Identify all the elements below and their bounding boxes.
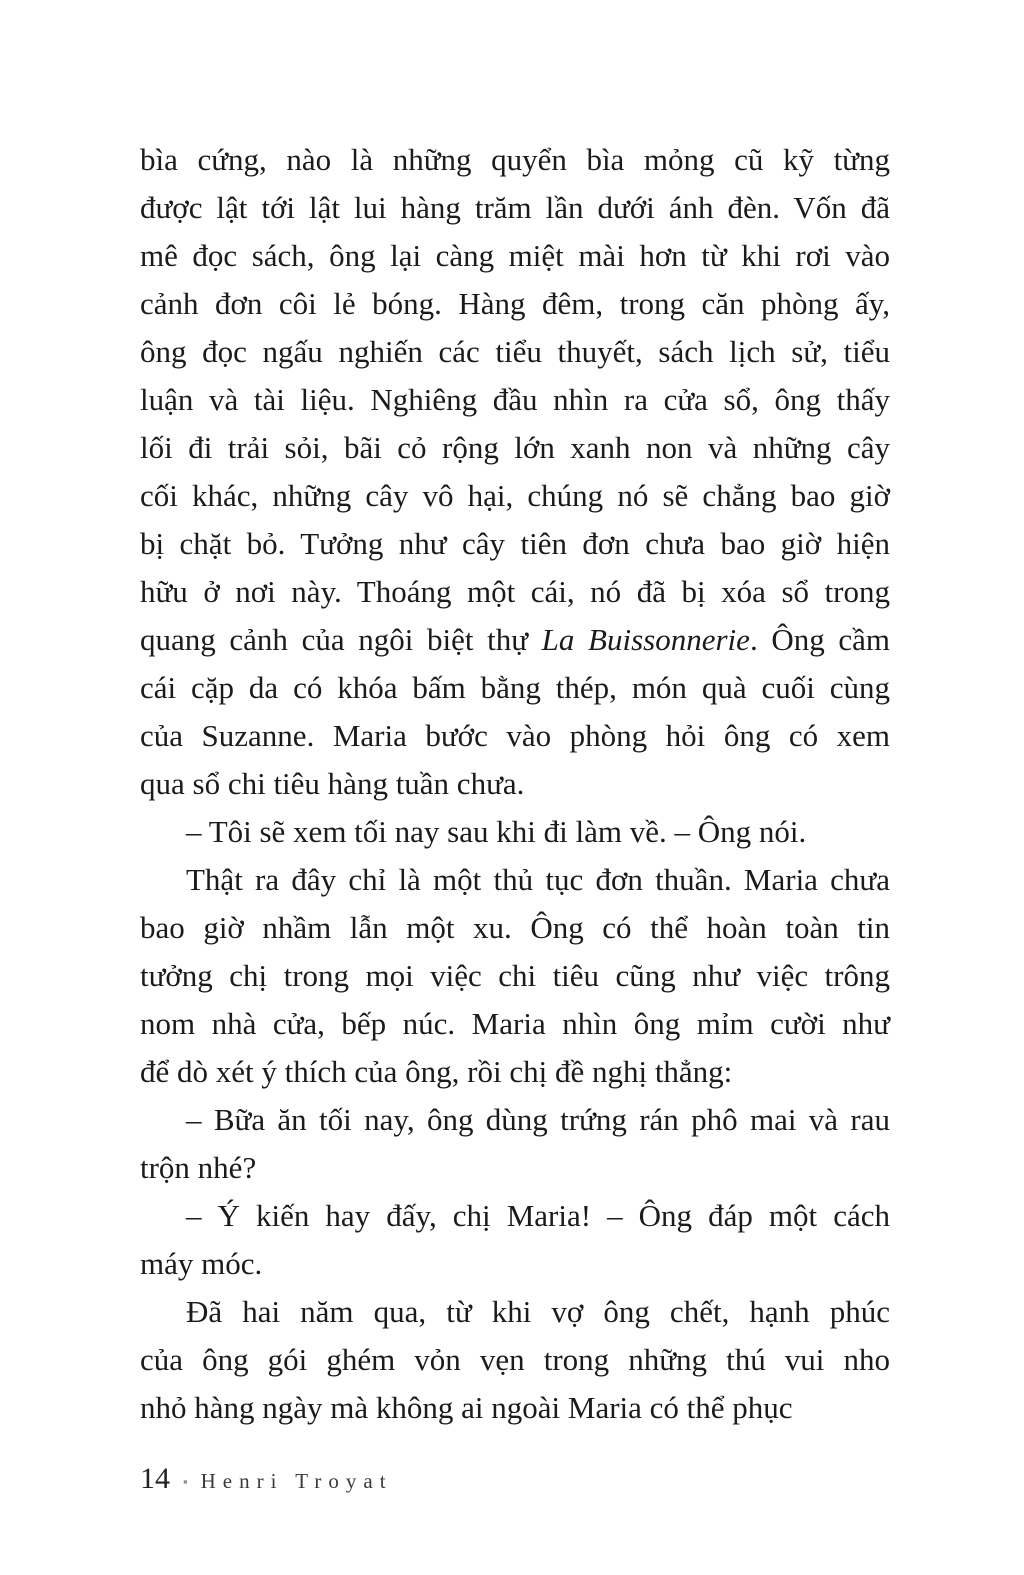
- text-segment: – Tôi sẽ xem tối nay sau khi đi làm về. – Ông nói.: [186, 814, 807, 849]
- text-segment: quang cảnh của ngôi biệt thự: [140, 622, 542, 657]
- text-line: [140, 808, 890, 856]
- text-line: [140, 1240, 890, 1288]
- text-segment: bị chặt bỏ. Tưởng như cây tiên đơn chưa bao giờ hiện: [140, 526, 890, 561]
- text-segment: được lật tới lật lui hàng trăm lần dưới ánh đèn. Vốn đã: [140, 190, 890, 225]
- text-line: [140, 856, 890, 904]
- text-segment: cái cặp da có khóa bấm bằng thép, món quà cuối cùng: [140, 670, 890, 705]
- text-line: [140, 1096, 890, 1144]
- text-line: [140, 232, 890, 280]
- text-line: [140, 1288, 890, 1336]
- text-line: [140, 1192, 890, 1240]
- text-line: [140, 760, 890, 808]
- italic-text-segment: La Buissonnerie: [541, 622, 750, 657]
- text-line: [140, 1384, 890, 1432]
- text-segment: mê đọc sách, ông lại càng miệt mài hơn từ khi rơi vào: [140, 238, 890, 273]
- text-segment: cối khác, những cây vô hại, chúng nó sẽ chẳng bao giờ: [140, 478, 890, 513]
- text-segment: nhỏ hàng ngày mà không ai ngoài Maria có thể phục: [140, 1390, 793, 1425]
- text-segment: để dò xét ý thích của ông, rồi chị đề nghị thẳng:: [140, 1054, 733, 1089]
- text-line: [140, 616, 890, 664]
- square-bullet-icon: ▪: [183, 1473, 188, 1489]
- text-segment: máy móc.: [140, 1246, 263, 1281]
- text-segment: Thật ra đây chỉ là một thủ tục đơn thuần. Maria chưa: [186, 862, 890, 897]
- text-line: [140, 520, 890, 568]
- text-line: [140, 280, 890, 328]
- text-line: [140, 1144, 890, 1192]
- text-segment: . Ông cầm: [749, 622, 890, 657]
- text-line: [140, 328, 890, 376]
- text-segment: bìa cứng, nào là những quyển bìa mỏng cũ kỹ từng: [140, 142, 890, 177]
- text-segment: Đã hai năm qua, từ khi vợ ông chết, hạnh phúc: [186, 1294, 890, 1329]
- author-name: Henri Troyat: [200, 1469, 393, 1493]
- text-segment: tưởng chị trong mọi việc chi tiêu cũng như việc trông: [140, 958, 890, 993]
- text-line: [140, 184, 890, 232]
- page-number: 14: [140, 1462, 170, 1495]
- text-line: [140, 904, 890, 952]
- text-line: [140, 712, 890, 760]
- text-segment: – Bữa ăn tối nay, ông dùng trứng rán phô mai và rau: [186, 1102, 890, 1137]
- text-segment: nom nhà cửa, bếp núc. Maria nhìn ông mỉm cười như: [140, 1006, 890, 1041]
- body-text: [140, 136, 890, 1432]
- text-segment: – Ý kiến hay đấy, chị Maria! – Ông đáp một cách: [186, 1198, 890, 1233]
- text-line: [140, 1000, 890, 1048]
- page-footer: [140, 1462, 393, 1496]
- text-line: [140, 1048, 890, 1096]
- text-line: [140, 1336, 890, 1384]
- text-segment: hữu ở nơi này. Thoáng một cái, nó đã bị xóa sổ trong: [140, 574, 890, 609]
- text-line: [140, 376, 890, 424]
- text-line: [140, 568, 890, 616]
- text-segment: bao giờ nhầm lẫn một xu. Ông có thể hoàn toàn tin: [140, 910, 890, 945]
- text-segment: ông đọc ngấu nghiến các tiểu thuyết, sách lịch sử, tiểu: [140, 334, 890, 369]
- text-segment: luận và tài liệu. Nghiêng đầu nhìn ra cửa sổ, ông thấy: [140, 382, 890, 417]
- text-segment: cảnh đơn côi lẻ bóng. Hàng đêm, trong căn phòng ấy,: [140, 286, 890, 321]
- text-segment: của ông gói ghém vỏn vẹn trong những thú vui nho: [140, 1342, 890, 1377]
- text-line: [140, 664, 890, 712]
- text-line: [140, 136, 890, 184]
- text-segment: trộn nhé?: [140, 1150, 257, 1185]
- text-segment: lối đi trải sỏi, bãi cỏ rộng lớn xanh non và những cây: [140, 430, 890, 465]
- text-segment: của Suzanne. Maria bước vào phòng hỏi ông có xem: [140, 718, 890, 753]
- text-line: [140, 472, 890, 520]
- text-line: [140, 952, 890, 1000]
- text-line: [140, 424, 890, 472]
- text-segment: qua sổ chi tiêu hàng tuần chưa.: [140, 766, 525, 801]
